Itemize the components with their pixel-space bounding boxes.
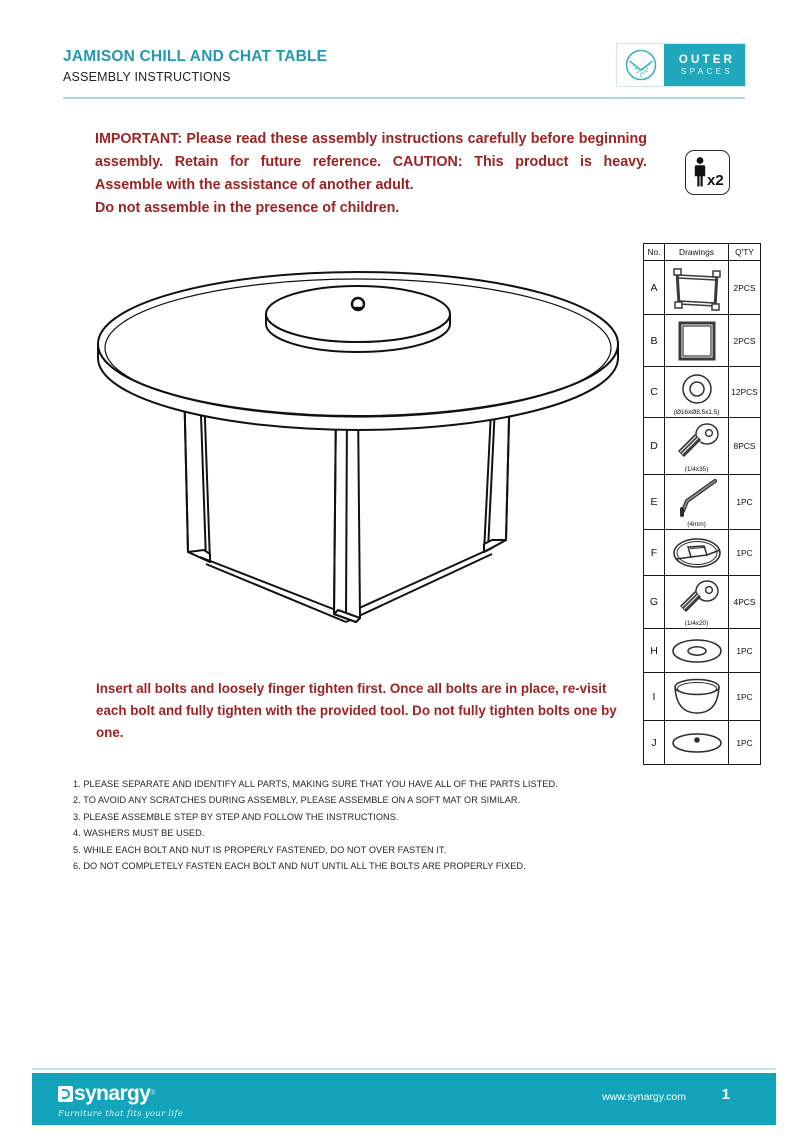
part-drawing-cell xyxy=(665,261,729,315)
part-letter: E xyxy=(644,475,665,530)
part-quantity: 1PC xyxy=(729,721,761,765)
part-spec: (1/4x20) xyxy=(684,620,709,627)
page-title: JAMISON CHILL AND CHAT TABLE xyxy=(63,48,328,65)
column-header-drawings: Drawings xyxy=(665,244,729,261)
table-row xyxy=(644,629,761,673)
part-letter: F xyxy=(644,530,665,576)
list-item: 1. PLEASE SEPARATE AND IDENTIFY ALL PARTS, MAKING SURE THAT YOU HAVE ALL OF THE PARTS LISTED. xyxy=(73,779,558,789)
part-letter: J xyxy=(644,721,665,765)
part-quantity: 8PCS xyxy=(729,418,761,475)
bolt-icon xyxy=(671,578,723,620)
synargy-mark-icon xyxy=(58,1086,73,1102)
table-assembly-illustration xyxy=(88,262,628,672)
part-quantity: 1PC xyxy=(729,530,761,576)
list-item: 3. PLEASE ASSEMBLE STEP BY STEP AND FOLLOW THE INSTRUCTIONS. xyxy=(73,811,399,822)
part-letter: D xyxy=(644,418,665,475)
allen-key-icon xyxy=(671,477,723,521)
oval-lid-icon xyxy=(669,723,725,763)
part-quantity: 4PCS xyxy=(729,576,761,629)
part-spec: (1/4x35) xyxy=(684,466,709,473)
part-drawing-cell xyxy=(665,629,729,673)
part-letter: C xyxy=(644,367,665,418)
list-item: 2. TO AVOID ANY SCRATCHES DURING ASSEMBLY, PLEASE ASSEMBLE ON A SOFT MAT OR SIMILAR. xyxy=(73,795,521,806)
flat-ring-icon xyxy=(669,631,725,671)
square-frame-icon xyxy=(669,317,725,365)
part-drawing-cell xyxy=(665,315,729,367)
important-notice-children: Do not assemble in the presence of children. xyxy=(95,200,400,217)
synargy-brand-text: synargy xyxy=(74,1082,151,1105)
brand-spaces-text: SPACES xyxy=(680,66,734,76)
part-drawing-cell xyxy=(665,576,729,629)
header-divider xyxy=(63,97,745,99)
part-letter: B xyxy=(644,315,665,367)
part-drawing-cell xyxy=(665,367,729,418)
part-letter: I xyxy=(644,673,665,721)
title-block xyxy=(63,48,327,84)
bowl-icon xyxy=(670,675,724,719)
column-header-no: No. xyxy=(644,244,665,261)
synargy-tagline: Furniture that fits your life xyxy=(58,1109,184,1119)
part-letter: A xyxy=(644,261,665,315)
footer-website-url[interactable]: www.synargy.com xyxy=(602,1091,686,1103)
page-header xyxy=(0,0,808,100)
part-drawing-cell xyxy=(665,475,729,530)
brand-wordmark xyxy=(664,44,745,86)
part-drawing-cell xyxy=(665,530,729,576)
synargy-logo xyxy=(58,1083,258,1119)
important-notice xyxy=(95,128,647,221)
bolt-tightening-note: Insert all bolts and loosely finger tighten first. Once all bolts are in place, re-visit each bolt and fully tighten with the provided tool. Do not fully tighten bolts one by one. xyxy=(96,681,617,741)
part-quantity: 1PC xyxy=(729,673,761,721)
table-row xyxy=(644,261,761,315)
page-subtitle: ASSEMBLY INSTRUCTIONS xyxy=(63,69,231,84)
part-drawing-cell xyxy=(665,418,729,475)
general-instructions-list xyxy=(73,776,633,874)
part-spec: (4mm) xyxy=(687,521,706,528)
page-footer xyxy=(32,1073,776,1125)
page-number: 1 xyxy=(721,1086,730,1103)
part-spec: (Ø16xØ8.5x1.5) xyxy=(673,409,720,416)
part-quantity: 2PCS xyxy=(729,261,761,315)
list-item: 5. WHILE EACH BOLT AND NUT IS PROPERLY FASTENED, DO NOT OVER FASTEN IT. xyxy=(73,844,447,855)
registered-mark: ® xyxy=(150,1090,156,1097)
footer-divider xyxy=(32,1068,776,1070)
parts-list-table xyxy=(643,243,761,765)
part-letter: G xyxy=(644,576,665,629)
table-row xyxy=(644,576,761,629)
washer-icon xyxy=(673,369,721,409)
table-row xyxy=(644,475,761,530)
outer-spaces-emblem-icon xyxy=(617,44,664,86)
svg-text:x2: x2 xyxy=(707,172,724,189)
part-quantity: 1PC xyxy=(729,629,761,673)
important-notice-main: IMPORTANT: Please read these assembly instructions carefully before beginning assembly. Retain for future reference. CAUTION: This product is heavy. Assemble with the assistance of another adult. xyxy=(95,131,647,194)
list-item: 4. WASHERS MUST BE USED. xyxy=(73,828,205,839)
part-quantity: 1PC xyxy=(729,475,761,530)
table-row xyxy=(644,315,761,367)
table-row xyxy=(644,673,761,721)
table-row xyxy=(644,418,761,475)
part-quantity: 2PCS xyxy=(729,315,761,367)
list-item: 6. DO NOT COMPLETELY FASTEN EACH BOLT AND NUT UNTIL ALL THE BOLTS ARE PROPERLY FIXED. xyxy=(73,860,526,871)
part-letter: H xyxy=(644,629,665,673)
part-drawing-cell xyxy=(665,673,729,721)
part-quantity: 12PCS xyxy=(729,367,761,418)
bolt-icon xyxy=(671,420,723,466)
brand-logo xyxy=(616,43,746,87)
table-row xyxy=(644,530,761,576)
two-person-caution-icon xyxy=(685,150,730,195)
part-drawing-cell xyxy=(665,721,729,765)
leg-frame-icon xyxy=(669,263,725,313)
column-header-qty: Q'TY xyxy=(729,244,761,261)
table-row xyxy=(644,721,761,765)
table-row xyxy=(644,367,761,418)
table-header-row xyxy=(644,244,761,261)
burner-plate-icon xyxy=(670,532,724,574)
brand-outer-text: OUTER xyxy=(678,53,736,66)
